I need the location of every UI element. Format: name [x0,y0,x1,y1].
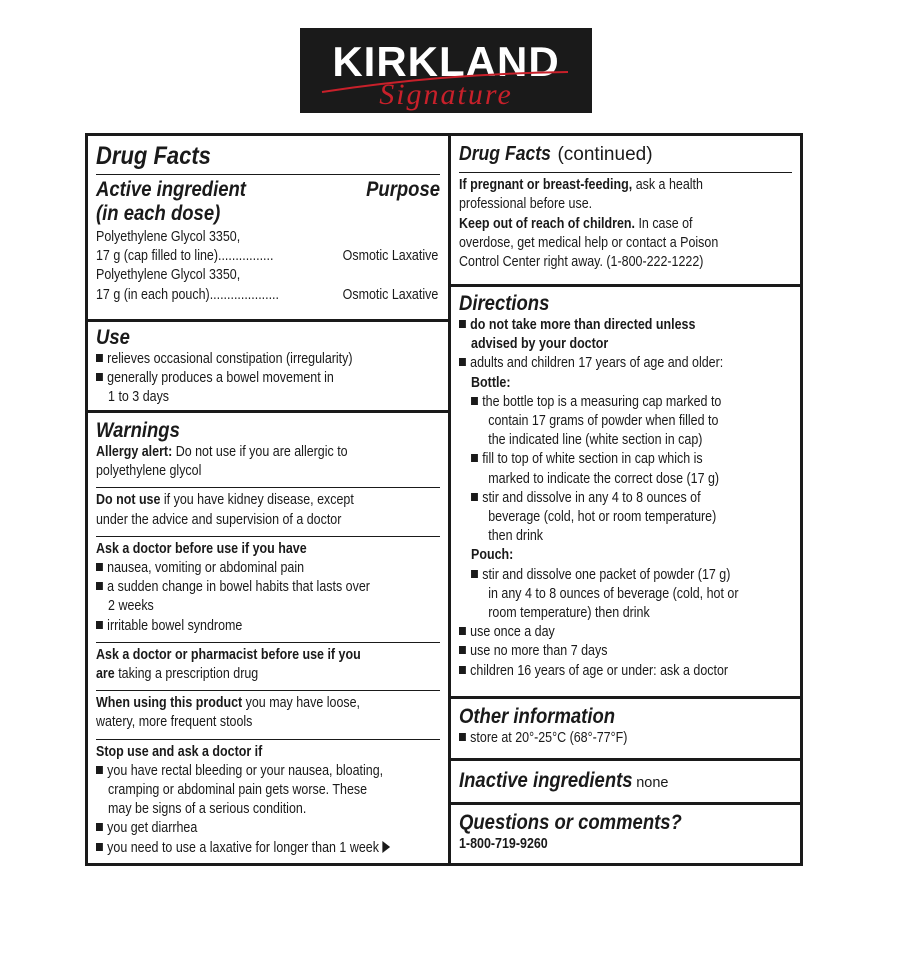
list-item: a sudden change in bowel habits that lasts over [96,578,392,597]
do-not-use-text: under the advice and supervision of a doctor [96,511,342,528]
bullet-icon [459,627,466,635]
list-item: use once a day [459,623,745,642]
list-item-continued: 2 weeks [108,598,154,615]
pouch-label: Pouch: [471,547,514,564]
list-item-continued: in any 4 to 8 ounces of beverage (cold, hot or [488,585,739,602]
list-item-continued: marked to indicate the correct dose (17 g) [488,470,720,487]
bullet-icon [96,766,103,774]
pregnant-text: professional before use. [459,196,593,213]
leader-dots: ................ [217,248,274,265]
leader-dots: .................... [209,286,279,303]
ask-pharmacist-bold: are [96,666,115,683]
bullet-icon [96,354,103,362]
other-information-heading: Other information [459,705,616,728]
list-item-continued: the indicated line (white section in cap) [488,432,703,449]
other-information-section [451,696,800,758]
bullet-icon [459,646,466,654]
active-ingredient-subheading: (in each dose) [96,202,221,225]
logo-signature: Signature [379,78,513,111]
questions-heading: Questions or comments? [459,811,682,834]
ingredient-name: Polyethylene Glycol 3350, [96,229,241,245]
list-item: adults and children 17 years of age and older: [459,354,745,373]
do-not-use-text: if you have kidney disease, except [163,492,354,509]
keep-out-label: Keep out of reach of children. [459,215,635,232]
keep-out-text: Control Center right away. (1-800-222-1222) [459,254,704,271]
list-item: do not take more than directed unless [459,316,745,335]
list-item: stir and dissolve one packet of powder (17 g) [459,566,745,585]
bullet-icon [471,570,478,578]
ingredient-dose: 17 g (in each pouch) [96,286,210,303]
bullet-icon [96,373,103,381]
ingredient-row [96,247,440,266]
bullet-icon [459,733,466,741]
bullet-icon [96,563,103,571]
bullet-icon [96,843,103,851]
left-column [88,136,451,863]
directions-heading: Directions [459,292,550,315]
ingredient-dose: 17 g (cap filled to line) [96,248,218,265]
use-heading: Use [96,326,130,349]
drug-facts-title: Drug Facts [96,142,211,170]
bullet-icon [96,621,103,629]
inactive-ingredients-value: none [636,775,669,791]
ingredient-row [96,286,440,305]
list-item: you have rectal bleeding or your nausea, bloating, [96,762,392,781]
active-ingredient-heading: Active ingredient [96,178,246,201]
active-ingredient-section [88,142,448,305]
kirkland-signature-logo [300,28,592,113]
when-using-text: watery, more frequent stools [96,714,253,731]
list-item-continued: may be signs of a serious condition. [108,801,307,818]
list-item-continued: cramping or abdominal pain gets worse. These [108,782,368,799]
bullet-icon [459,666,466,674]
list-item: fill to top of white section in cap which is [459,450,745,469]
bullet-icon [96,823,103,831]
list-item: you get diarrhea [96,819,392,838]
when-using-text: you may have loose, [245,695,361,712]
list-item: use no more than 7 days [459,642,745,661]
questions-phone: 1-800-719-9260 [459,836,548,852]
directions-section [451,284,800,681]
bullet-icon [471,397,478,405]
list-item: the bottle top is a measuring cap marked to [459,393,745,412]
logo-brand: KIRKLAND [332,38,560,85]
list-item: generally produces a bowel movement in [96,369,392,388]
when-using-label: When using this product [96,695,243,712]
use-section [88,319,448,408]
list-item-continued: contain 17 grams of powder when filled to [488,413,719,430]
ingredient-name: Polyethylene Glycol 3350, [96,267,241,284]
ask-doctor-heading: Ask a doctor before use if you have [96,540,307,557]
bullet-icon [96,582,103,590]
questions-section [451,802,800,854]
bullet-icon [459,358,466,366]
keep-out-text: overdose, get medical help or contact a Poison [459,234,719,251]
inactive-ingredients-heading: Inactive ingredients [459,769,633,792]
list-item: you need to use a laxative for longer than 1 week [96,839,392,858]
continued-section [451,142,800,272]
continued-suffix: (continued) [557,144,653,165]
pregnant-text: ask a health [635,177,703,194]
pregnant-label: If pregnant or breast-feeding, [459,177,633,194]
continue-arrow-icon [382,841,390,853]
list-item: nausea, vomiting or abdominal pain [96,559,392,578]
ask-pharmacist-heading: Ask a doctor or pharmacist before use if you [96,646,361,663]
warnings-heading: Warnings [96,419,180,442]
ingredient-purpose: Osmotic Laxative [342,286,439,303]
list-item: store at 20°-25°C (68°-77°F) [459,729,745,748]
list-item: children 16 years of age or under: ask a doctor [459,662,745,681]
do-not-use-label: Do not use [96,492,161,509]
list-item-continued: 1 to 3 days [108,389,170,406]
list-item-continued: room temperature) then drink [488,605,650,622]
allergy-alert-label: Allergy alert: [96,444,173,460]
stop-use-heading: Stop use and ask a doctor if [96,743,263,760]
drug-facts-panel [85,133,803,866]
list-item: relieves occasional constipation (irregularity) [96,350,392,369]
bottle-label: Bottle: [471,374,511,391]
allergy-alert-text: Do not use if you are allergic to [175,444,348,460]
warnings-section [88,410,448,858]
list-item-continued: beverage (cold, hot or room temperature) [488,509,717,526]
list-item: stir and dissolve in any 4 to 8 ounces of [459,489,745,508]
keep-out-text: In case of [638,215,693,232]
bullet-icon [459,320,466,328]
bullet-icon [471,493,478,501]
purpose-heading: Purpose [366,178,440,201]
list-item: irritable bowel syndrome [96,617,392,636]
bullet-icon [471,454,478,462]
continued-title: Drug Facts [459,143,551,165]
ask-pharmacist-text: taking a prescription drug [118,666,259,683]
right-column [451,136,800,863]
list-item-continued: then drink [488,528,544,545]
allergy-alert-text: polyethylene glycol [96,463,202,480]
ingredient-purpose: Osmotic Laxative [342,248,439,265]
inactive-ingredients-section [451,758,800,802]
list-item-continued: advised by your doctor [471,336,609,353]
